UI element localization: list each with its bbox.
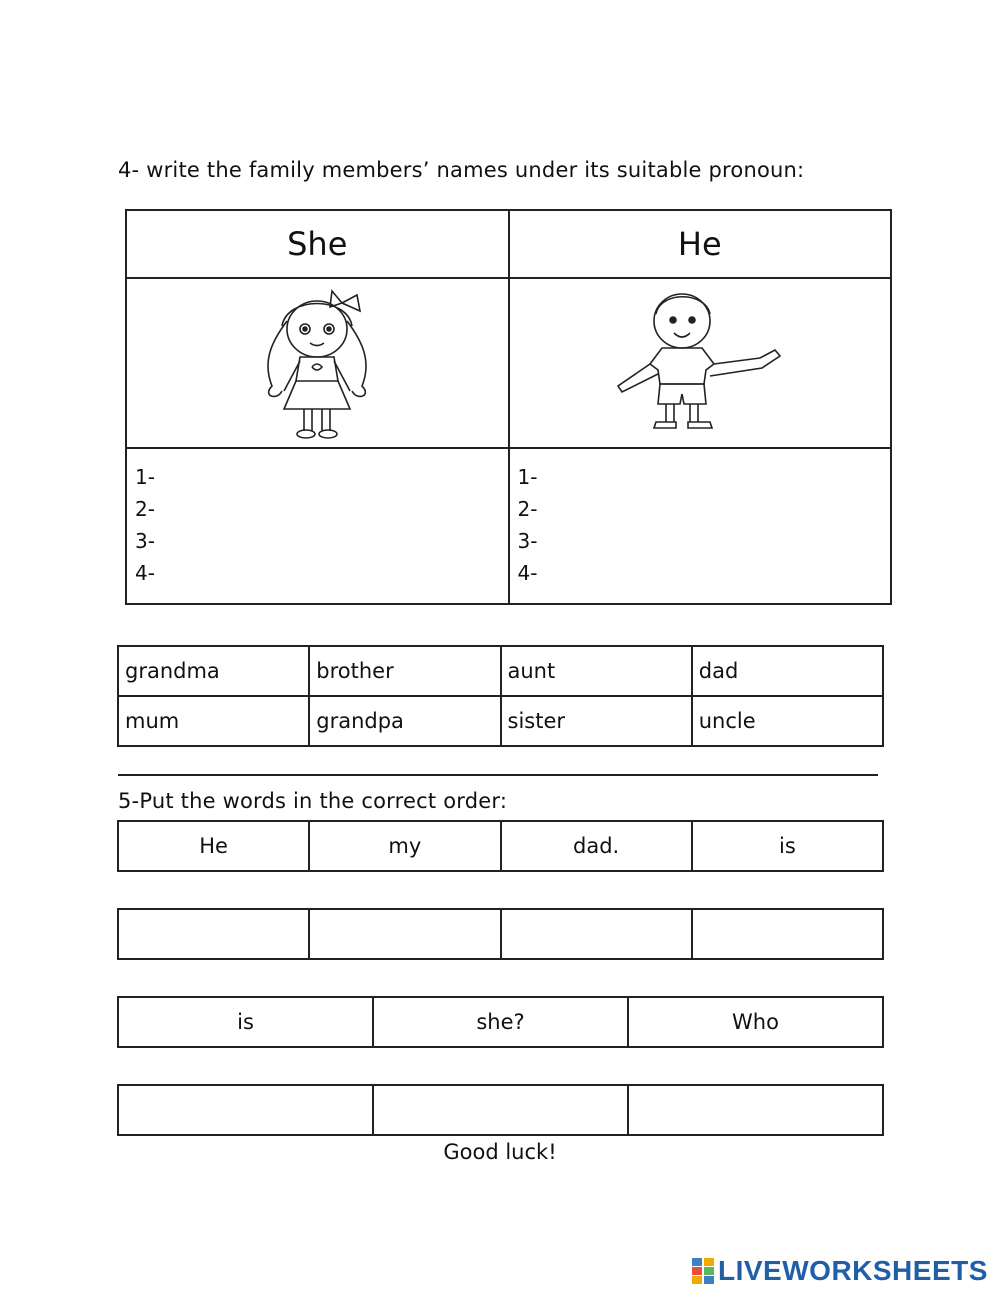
s2-word-is: is	[118, 997, 373, 1047]
word-sister: sister	[501, 696, 692, 746]
sentence1-words	[117, 820, 884, 872]
s1-word-dad: dad.	[501, 821, 692, 871]
liveworksheets-icon	[692, 1258, 714, 1284]
s2-word-who: Who	[628, 997, 883, 1047]
word-grandpa: grandpa	[309, 696, 500, 746]
word-bank-table	[117, 645, 884, 747]
sentence2-words	[117, 996, 884, 1048]
s1-answer-box-1[interactable]	[118, 909, 309, 959]
brand-name: LIVEWORKSHEETS	[718, 1255, 988, 1286]
word-mum: mum	[118, 696, 309, 746]
s1-answer-box-3[interactable]	[501, 909, 692, 959]
good-luck-text: Good luck!	[443, 1140, 557, 1164]
he-line-3: 3-	[517, 529, 538, 553]
word-uncle: uncle	[692, 696, 883, 746]
sentence2-answer	[117, 1084, 884, 1136]
section4-title: 4- write the family members’ names under its suitable pronoun:	[118, 158, 805, 182]
section-divider	[118, 774, 878, 776]
girl-illustration	[232, 281, 402, 441]
word-brother: brother	[309, 646, 500, 696]
s1-answer-box-2[interactable]	[309, 909, 500, 959]
s2-answer-box-3[interactable]	[628, 1085, 883, 1135]
she-line-1: 1-	[135, 465, 155, 489]
s1-word-he: He	[118, 821, 309, 871]
she-line-3: 3-	[135, 529, 155, 553]
boy-picture-cell	[509, 278, 892, 448]
she-line-4: 4-	[135, 561, 155, 585]
sentence1-answer	[117, 908, 884, 960]
section5-title: 5-Put the words in the correct order:	[118, 789, 508, 813]
s2-word-she: she?	[373, 997, 628, 1047]
he-header: He	[509, 210, 892, 278]
word-grandma: grandma	[118, 646, 309, 696]
he-line-1: 1-	[517, 465, 538, 489]
s1-word-my: my	[309, 821, 500, 871]
he-line-4: 4-	[517, 561, 538, 585]
liveworksheets-logo	[692, 1255, 988, 1287]
girl-picture-cell	[126, 278, 509, 448]
he-answer-list[interactable]	[509, 448, 892, 604]
word-aunt: aunt	[501, 646, 692, 696]
she-line-2: 2-	[135, 497, 155, 521]
word-dad: dad	[692, 646, 883, 696]
s2-answer-box-2[interactable]	[373, 1085, 628, 1135]
pronoun-table	[125, 209, 892, 605]
she-header: She	[126, 210, 509, 278]
he-line-2: 2-	[517, 497, 538, 521]
she-answer-list[interactable]	[126, 448, 509, 604]
s1-answer-box-4[interactable]	[692, 909, 883, 959]
s2-answer-box-1[interactable]	[118, 1085, 373, 1135]
boy-illustration	[610, 286, 790, 436]
s1-word-is: is	[692, 821, 883, 871]
